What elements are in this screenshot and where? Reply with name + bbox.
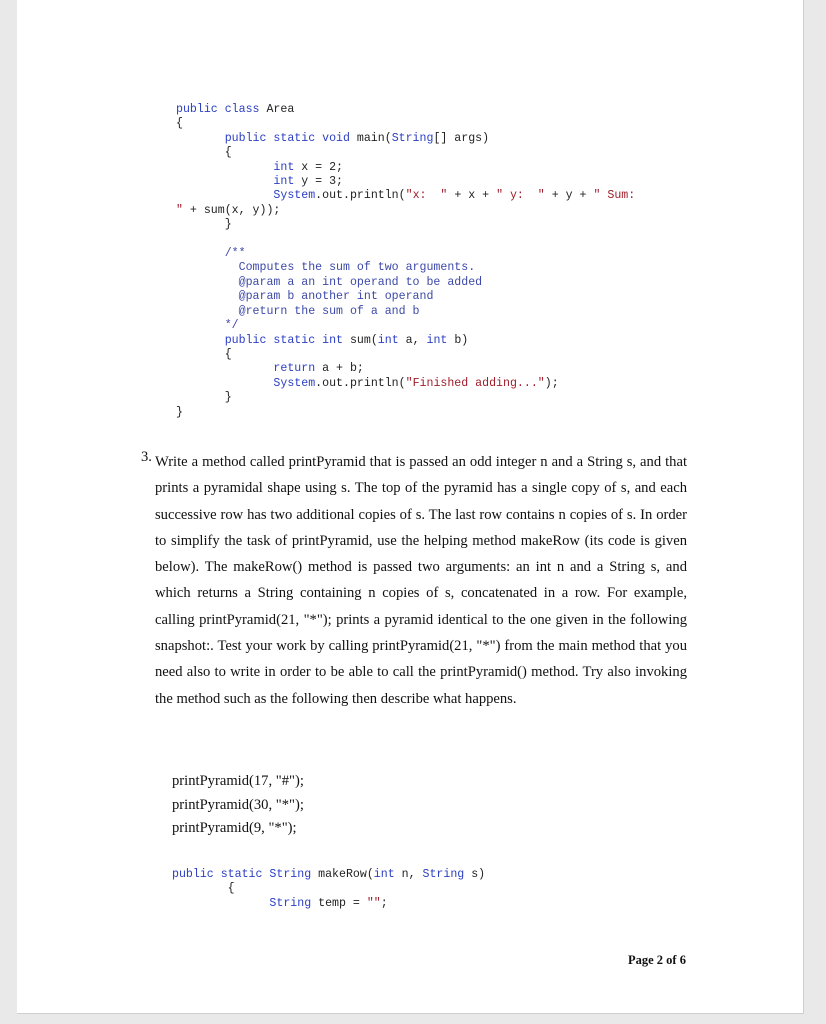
code-keyword: return: [273, 362, 316, 376]
code-text: a,: [398, 333, 427, 347]
code-keyword: public static int: [224, 333, 343, 347]
code-brace: }: [176, 405, 183, 419]
example-call: printPyramid(30, "*");: [172, 796, 304, 813]
code-brace: {: [224, 146, 232, 160]
code-text: x = 2;: [294, 160, 343, 174]
code-text: );: [544, 376, 559, 390]
code-keyword: int: [273, 160, 295, 174]
code-string: ": [176, 203, 183, 217]
code-comment: @return the sum of a and b: [238, 304, 420, 318]
code-text: Area: [259, 103, 295, 116]
code-text: n,: [394, 868, 423, 881]
code-brace: {: [176, 117, 183, 131]
code-text: a + b;: [315, 362, 364, 376]
code-keyword: int: [273, 175, 295, 189]
code-text: b): [447, 333, 469, 347]
code-string: " Sum:: [593, 189, 636, 203]
code-type: String: [262, 868, 312, 881]
code-comment: @param b another int operand: [238, 290, 434, 304]
code-text: [] args): [433, 131, 490, 145]
question-3: [141, 449, 687, 712]
code-string: "": [366, 896, 381, 910]
code-keyword: public class: [176, 103, 260, 116]
code-type: System: [273, 376, 316, 390]
area-class-code: [176, 103, 635, 420]
code-keyword: public static void: [224, 131, 350, 145]
example-call: printPyramid(9, "*");: [172, 820, 297, 836]
code-keyword: int: [377, 333, 399, 347]
code-text: + y +: [544, 189, 594, 203]
code-comment: Computes the sum of two arguments.: [238, 261, 476, 275]
code-type: String: [422, 868, 465, 881]
example-calls: [172, 770, 304, 841]
makerow-code: [172, 868, 485, 911]
code-type: String: [391, 131, 434, 145]
code-text: + sum(x, y));: [182, 203, 281, 217]
code-text: + x +: [447, 189, 497, 203]
example-call: printPyramid(17, "#");: [172, 773, 304, 789]
code-text: ;: [380, 896, 388, 910]
code-brace: {: [227, 882, 235, 896]
question-text: Write a method called printPyramid that is passed an odd integer n and a String s, and that prints a pyramidal shape using s. The top of the pyramid has a single copy of s, and each successive row has two additional copies of s. The last row contains n copies of s. In order to simplify the task of printPyramid, use the helping method makeRow (its code is given below). The makeRow() method is passed two arguments: an int n and a String s, and which returns a String containing n copies of s, concatenated in a row. For example, calling printPyramid(21, "*"); prints a pyramid identical to the one given in the following snapshot:. Test your work by calling printPyramid(21, "*") from the main method that you need also to write in order to be able to call the printPyramid() method. Try also invoking the method such as the following then describe what happens.: [155, 454, 687, 707]
code-text: s): [464, 868, 486, 881]
code-text: sum(: [342, 333, 378, 347]
code-comment: /**: [224, 247, 246, 261]
code-string: " y: ": [496, 189, 545, 203]
code-brace: {: [224, 347, 232, 361]
code-comment: @param a an int operand to be added: [238, 275, 483, 289]
code-text: .out.println(: [315, 376, 406, 390]
code-keyword: int: [426, 333, 448, 347]
code-brace: }: [224, 218, 232, 232]
code-text: temp =: [311, 896, 367, 910]
code-keyword: int: [373, 868, 395, 881]
code-string: "x: ": [405, 189, 448, 203]
code-type: String: [269, 896, 312, 910]
code-string: "Finished adding...": [405, 376, 545, 390]
code-text: main(: [349, 131, 392, 145]
code-text: .out.println(: [315, 189, 406, 203]
code-text: makeRow(: [311, 868, 374, 881]
code-text: y = 3;: [294, 175, 343, 189]
code-brace: }: [224, 391, 232, 405]
code-keyword: public static: [172, 868, 263, 881]
question-number: 3.: [141, 449, 152, 465]
code-type: System: [273, 189, 316, 203]
code-comment: */: [224, 319, 239, 333]
page-number: Page 2 of 6: [628, 953, 686, 967]
